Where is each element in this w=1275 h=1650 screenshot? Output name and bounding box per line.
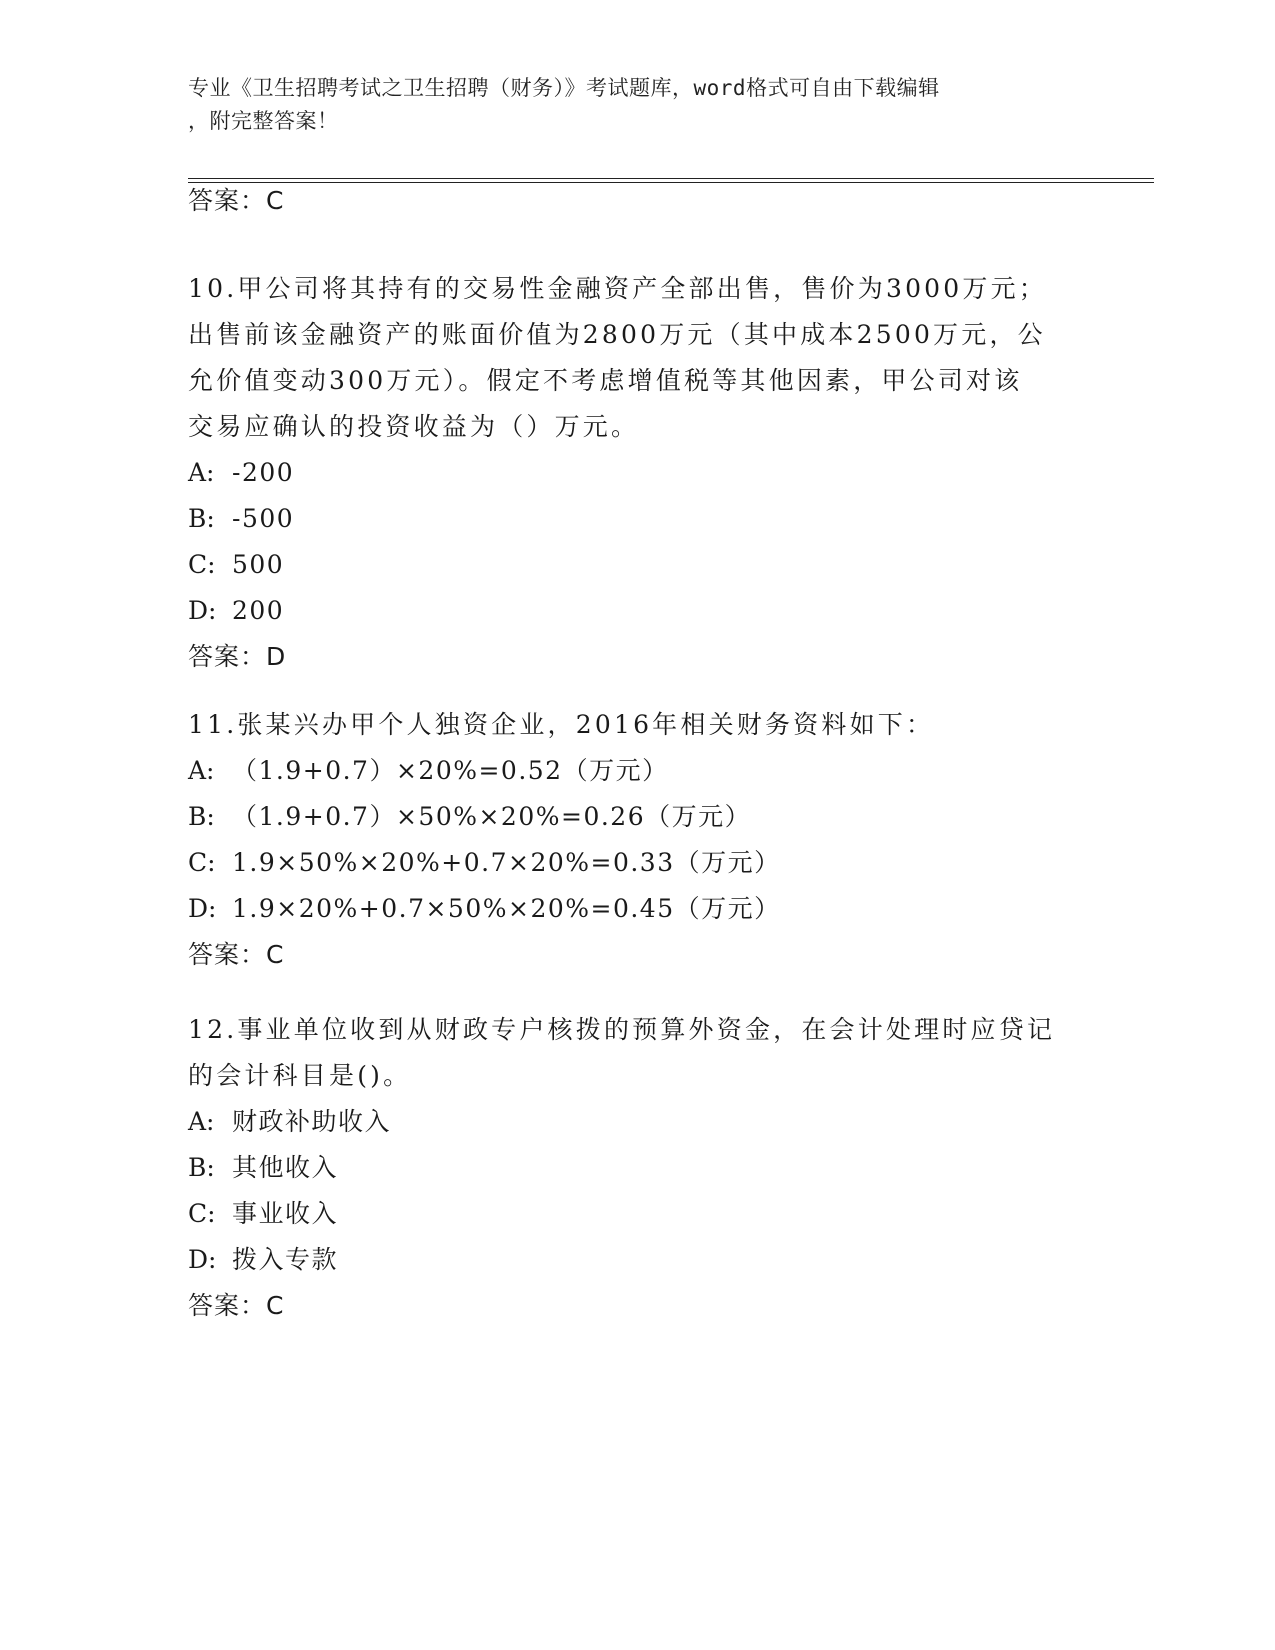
question-11 xyxy=(188,702,1088,978)
previous-answer-block xyxy=(188,178,1088,224)
question-text-line: 出售前该金融资产的账面价值为2800万元（其中成本2500万元，公 xyxy=(188,320,1046,349)
option-key: C: xyxy=(188,550,216,579)
question-12 xyxy=(188,1007,1088,1329)
question-10 xyxy=(188,266,1088,680)
question-text-line: 12.事业单位收到从财政专户核拨的预算外资金，在会计处理时应贷记 xyxy=(188,1015,1056,1044)
option-key: C: xyxy=(188,1199,216,1228)
option-text: 事业收入 xyxy=(232,1199,339,1228)
option-key: B: xyxy=(188,504,215,533)
option-b xyxy=(188,1145,1088,1191)
option-key: D: xyxy=(188,1245,217,1274)
answer-label: 答案：C xyxy=(188,940,285,969)
question-text-line: 交易应确认的投资收益为（）万元。 xyxy=(188,412,640,441)
page-header xyxy=(188,72,1068,138)
option-text: 500 xyxy=(232,550,285,579)
option-key: A: xyxy=(188,458,215,487)
option-key: D: xyxy=(188,596,217,625)
option-text: （1.9+0.7）×20%=0.52（万元） xyxy=(232,756,669,785)
option-d xyxy=(188,886,1088,932)
option-key: D: xyxy=(188,894,217,923)
option-text: 财政补助收入 xyxy=(232,1107,392,1136)
option-text: -200 xyxy=(232,458,295,487)
option-text: 拨入专款 xyxy=(232,1245,339,1274)
option-a xyxy=(188,748,1088,794)
option-key: A: xyxy=(188,756,215,785)
answer-label: 答案：D xyxy=(188,642,287,671)
option-c xyxy=(188,1191,1088,1237)
question-text-line: 的会计科目是()。 xyxy=(188,1061,412,1090)
option-b xyxy=(188,794,1088,840)
header-line-1: 专业《卫生招聘考试之卫生招聘（财务）》考试题库，word格式可自由下载编辑 xyxy=(188,76,940,100)
option-b xyxy=(188,496,1088,542)
option-d xyxy=(188,588,1088,634)
option-d xyxy=(188,1237,1088,1283)
option-key: B: xyxy=(188,1153,215,1182)
answer-label: 答案：C xyxy=(188,1291,285,1320)
option-text: 其他收入 xyxy=(232,1153,339,1182)
option-c xyxy=(188,840,1088,886)
option-key: C: xyxy=(188,848,216,877)
option-text: -500 xyxy=(232,504,295,533)
option-text: 1.9×20%+0.7×50%×20%=0.45（万元） xyxy=(232,894,781,923)
question-text-line: 10.甲公司将其持有的交易性金融资产全部出售，售价为3000万元； xyxy=(188,274,1047,303)
answer-label: 答案：C xyxy=(188,186,285,215)
option-a xyxy=(188,450,1088,496)
question-text-line: 11.张某兴办甲个人独资企业，2016年相关财务资料如下： xyxy=(188,710,935,739)
header-line-2: ，附完整答案！ xyxy=(188,109,339,133)
option-text: （1.9+0.7）×50%×20%=0.26（万元） xyxy=(232,802,752,831)
option-key: A: xyxy=(188,1107,215,1136)
question-text-line: 允价值变动300万元）。假定不考虑增值税等其他因素，甲公司对该 xyxy=(188,366,1023,395)
option-text: 1.9×50%×20%+0.7×20%=0.33（万元） xyxy=(232,848,781,877)
option-key: B: xyxy=(188,802,215,831)
option-a xyxy=(188,1099,1088,1145)
option-c xyxy=(188,542,1088,588)
option-text: 200 xyxy=(232,596,285,625)
